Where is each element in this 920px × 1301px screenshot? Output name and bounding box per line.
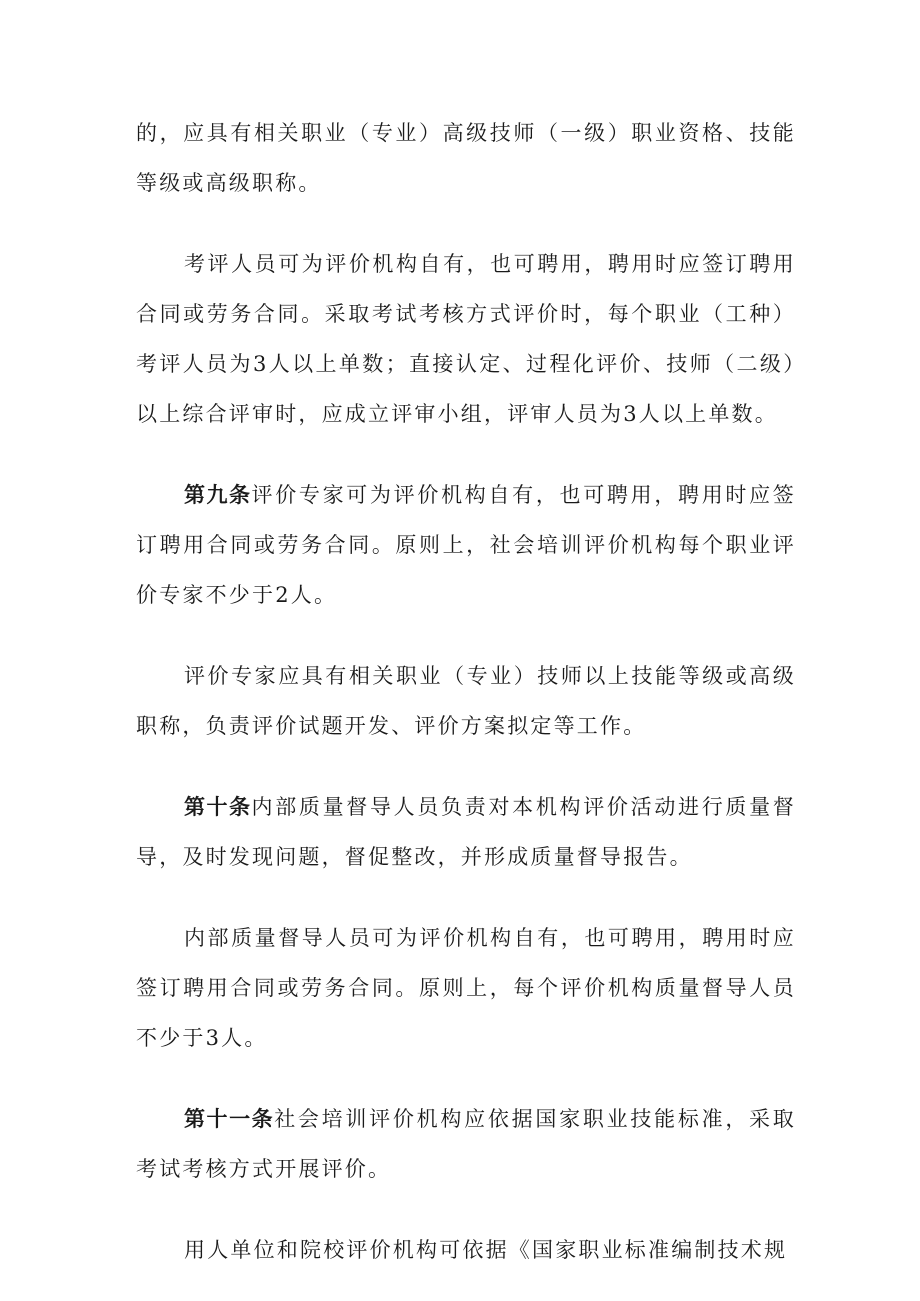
- document-page: [136, 108, 796, 1275]
- paragraph-assessors: [136, 239, 796, 439]
- paragraph-text: 内部质量督导人员可为评价机构自有，也可聘用，聘用时应签订聘用合同或劳务合同。原则上，每个评价机构质量督导人员不少于3人。: [136, 926, 796, 1050]
- paragraph-continuation: [136, 108, 796, 208]
- paragraph-article-9: [136, 470, 796, 620]
- paragraph-text: 的，应具有相关职业（专业）高级技师（一级）职业资格、技能等级或高级职称。: [136, 121, 796, 195]
- paragraph-experts: [136, 651, 796, 751]
- paragraph-supervisors: [136, 913, 796, 1063]
- paragraph-article-10: [136, 782, 796, 882]
- paragraph-text: 评价专家应具有相关职业（专业）技师以上技能等级或高级职称，负责评价试题开发、评价方案拟定等工作。: [136, 664, 796, 738]
- article-number: 第九条: [184, 483, 252, 507]
- paragraph-text: 评价专家可为评价机构自有，也可聘用，聘用时应签订聘用合同或劳务合同。原则上，社会培训评价机构每个职业评价专家不少于2人。: [136, 483, 797, 607]
- paragraph-text: 考评人员可为评价机构自有，也可聘用，聘用时应签订聘用合同或劳务合同。采取考试考核方式评价时，每个职业（工种）考评人员为3人以上单数；直接认定、过程化评价、技师（二级）以上综合评审时，应成立评审小组，评审人员为3人以上单数。: [136, 252, 796, 426]
- paragraph-text: 用人单位和院校评价机构可依据《国家职业标准编制技术规: [184, 1238, 788, 1262]
- article-number: 第十条: [184, 795, 252, 819]
- paragraph-employers: [136, 1225, 796, 1275]
- article-number: 第十一条: [184, 1107, 275, 1131]
- paragraph-text: 内部质量督导人员负责对本机构评价活动进行质量督导，及时发现问题，督促整改，并形成质量督导报告。: [136, 795, 797, 869]
- paragraph-article-11: [136, 1094, 796, 1194]
- paragraph-text: 社会培训评价机构应依据国家职业技能标准，采取考试考核方式开展评价。: [136, 1107, 797, 1181]
